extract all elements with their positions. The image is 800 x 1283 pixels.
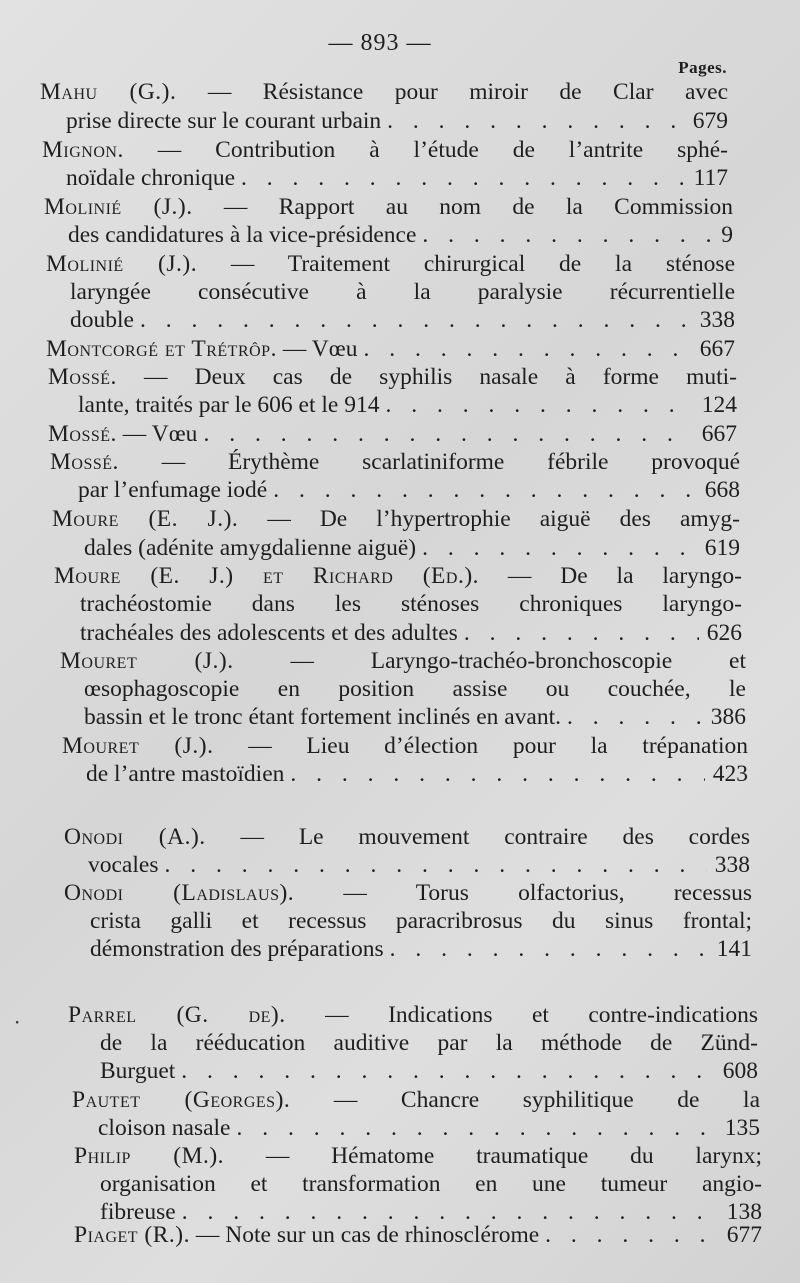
index-entry-line <box>40 78 728 106</box>
index-entry-line <box>44 193 733 221</box>
index-entry-line <box>90 935 752 963</box>
entry-title-text: — Résistance pour miroir de Clar avec <box>207 79 728 105</box>
entry-title-text: vocales <box>88 852 159 878</box>
leader-dots <box>384 935 709 963</box>
index-entry-line <box>48 363 737 391</box>
entry-author: Mignon. <box>42 137 124 163</box>
entry-page-number: 668 <box>704 477 740 503</box>
entry-title-text: démonstration des préparations <box>90 936 384 962</box>
index-entry-line <box>78 391 737 419</box>
stray-mark: · <box>14 1010 21 1034</box>
entry-title-text: — Indications et contre-indications <box>325 1002 758 1028</box>
entry-title-text: par l’enfumage iodé <box>78 477 268 503</box>
entry-page-number: 135 <box>724 1115 760 1141</box>
leader-dots <box>134 306 692 334</box>
entry-page-number: 9 <box>721 222 733 248</box>
index-entry-line <box>48 420 737 448</box>
entry-title-text: de l’antre mastoïdien <box>86 761 285 787</box>
entry-author: Piaget (R.). <box>74 1222 191 1248</box>
pages-column-label: Pages. <box>678 58 727 77</box>
index-entry-line <box>64 823 750 851</box>
entry-author: Onodi (Ladislaus). <box>64 880 295 906</box>
index-entry-line <box>80 619 742 647</box>
entry-title-text: fibreuse <box>100 1199 176 1225</box>
index-entry-line <box>52 505 740 533</box>
leader-dots <box>416 221 713 249</box>
index-entry-line <box>100 1057 758 1085</box>
entry-title-text: — Contribution à l’étude de l’antrite sphé- <box>157 137 728 163</box>
index-entry-line <box>100 1170 762 1198</box>
entry-author: Moure (E. J.). <box>52 506 239 532</box>
leader-dots <box>381 107 685 135</box>
index-entry-line <box>46 335 735 363</box>
entry-author: Montcorgé et Trétrôp. <box>46 336 277 362</box>
leader-dots <box>230 1114 716 1142</box>
entry-title-text: trachéales des adolescents et des adultes <box>80 620 458 646</box>
entry-page-number: 626 <box>706 620 742 646</box>
entry-title-text: lante, traités par le 606 et le 914 <box>78 392 380 418</box>
index-entry-line <box>70 278 735 306</box>
entry-title-text: — Note sur un cas de rhinosclérome <box>195 1222 540 1248</box>
index-entry-line <box>70 306 735 334</box>
index-entry-line <box>90 907 752 935</box>
entry-author: Mouret (J.). <box>60 648 234 674</box>
index-entry-line <box>66 164 728 192</box>
index-entry-line <box>86 760 748 788</box>
entry-title-text: — De l’hypertrophie aiguë des amyg- <box>267 506 740 532</box>
entry-title-text: — Rapport au nom de la Commission <box>223 194 733 220</box>
leader-dots <box>561 703 703 731</box>
entry-title-text: dales (adénite amygdalienne aiguë) <box>84 535 417 561</box>
entry-page-number: 619 <box>704 535 740 561</box>
entry-page-number: 124 <box>701 392 737 418</box>
entry-title-text: — Traitement chirurgical de la sténose <box>230 251 735 277</box>
entry-title-text: des candidatures à la vice-présidence <box>68 222 417 248</box>
leader-dots <box>357 335 691 363</box>
entry-page-number: 608 <box>722 1058 758 1084</box>
index-entry-line <box>84 675 746 703</box>
index-entry-line <box>66 107 728 135</box>
leader-dots <box>158 851 706 879</box>
entry-title-text: — Vœu <box>122 421 198 447</box>
entry-title-text: — Hématome traumatique du larynx; <box>265 1143 762 1169</box>
index-entry-line <box>68 1001 758 1029</box>
index-entry-line <box>46 250 735 278</box>
entry-title-text: Burguet <box>100 1058 176 1084</box>
entry-title-text: œsophagoscopie en position assise ou couchée, le <box>84 676 746 702</box>
entry-page-number: 386 <box>710 704 746 730</box>
entry-title-text: — Lieu d’élection pour la trépanation <box>248 733 748 759</box>
entry-page-number: 423 <box>712 761 748 787</box>
leader-dots <box>197 420 693 448</box>
index-entry-line <box>74 1142 762 1170</box>
entry-author: Mossé. <box>48 421 117 447</box>
entry-title-text: — Vœu <box>282 336 358 362</box>
leader-dots <box>379 391 693 419</box>
leader-dots <box>458 619 699 647</box>
entry-author: Molinié (J.). <box>46 251 198 277</box>
entry-title-text: — Le mouvement contraire des cordes <box>240 824 750 850</box>
entry-page-number: 667 <box>699 336 735 362</box>
entry-title-text: organisation et transformation en une tumeur angio- <box>100 1171 762 1197</box>
index-entry-line <box>72 1086 760 1114</box>
entry-title-text: — Érythème scarlatiniforme fébrile provoqué <box>161 449 740 475</box>
entry-author: Philip (M.). <box>74 1143 225 1169</box>
entry-title-text: double <box>70 307 134 333</box>
entry-title-text: — Chancre syphilitique de la <box>333 1087 760 1113</box>
entry-author: Pautet (Georges). <box>72 1087 291 1113</box>
entry-page-number: 338 <box>714 852 750 878</box>
entry-author: Moure (E. J.) et Richard (Ed.). <box>54 563 480 589</box>
leader-dots <box>267 476 697 504</box>
entry-page-number: 338 <box>699 307 735 333</box>
leader-dots <box>284 760 704 788</box>
index-entry-line <box>74 1221 762 1249</box>
index-entry-line <box>84 703 746 731</box>
leader-dots <box>539 1221 719 1249</box>
index-entry-line <box>84 534 740 562</box>
index-entry-line <box>98 1114 760 1142</box>
entry-page-number: 117 <box>693 165 728 191</box>
index-entry-line <box>100 1029 758 1057</box>
entry-title-text: — De la laryngo- <box>507 563 742 589</box>
entry-title-text: de la rééducation auditive par la méthode de Zünd- <box>100 1030 758 1056</box>
leader-dots <box>235 164 686 192</box>
entry-title-text: noïdale chronique <box>66 165 236 191</box>
entry-author: Mossé. <box>48 364 117 390</box>
index-entry-line <box>42 136 728 164</box>
entry-page-number: 141 <box>716 936 752 962</box>
index-entry-line <box>54 562 742 590</box>
index-entry-line <box>62 732 748 760</box>
entry-author: Mossé. <box>50 449 119 475</box>
entry-page-number: 138 <box>726 1199 762 1225</box>
entry-title-text: — Torus olfactorius, recessus <box>343 880 752 906</box>
leader-dots <box>175 1057 714 1085</box>
entry-title-text: — Deux cas de syphilis nasale à forme muti- <box>144 364 737 390</box>
entry-title-text: prise directe sur le courant urbain <box>66 108 382 134</box>
index-entry-line <box>88 851 750 879</box>
entry-page-number: 679 <box>692 108 728 134</box>
entry-author: Mouret (J.). <box>62 733 214 759</box>
entry-title-text: cloison nasale <box>98 1115 231 1141</box>
index-entry-line <box>68 221 733 249</box>
entry-title-text: trachéostomie dans les sténoses chroniques laryngo- <box>80 591 742 617</box>
index-entry-line <box>60 647 746 675</box>
entry-title-text: — Laryngo-trachéo-bronchoscopie et <box>290 648 746 674</box>
entry-page-number: 677 <box>726 1222 762 1248</box>
page-number: — 893 — <box>328 30 432 56</box>
entry-author: Molinié (J.). <box>44 194 193 220</box>
entry-title-text: crista galli et recessus paracribrosus du sinus frontal; <box>90 908 752 934</box>
entry-title-text: bassin et le tronc étant fortement inclinés en avant. <box>84 704 562 730</box>
index-entry-line <box>64 879 752 907</box>
index-entry-line <box>50 448 740 476</box>
entry-author: Mahu (G.). <box>40 79 177 105</box>
leader-dots <box>416 534 697 562</box>
index-entry-line <box>78 476 740 504</box>
entry-page-number: 667 <box>701 421 737 447</box>
entry-author: Parrel (G. de). <box>68 1002 286 1028</box>
entry-title-text: laryngée consécutive à la paralysie récurrentielle <box>70 279 735 305</box>
entry-author: Onodi (A.). <box>64 824 206 850</box>
index-entry-line <box>80 590 742 618</box>
